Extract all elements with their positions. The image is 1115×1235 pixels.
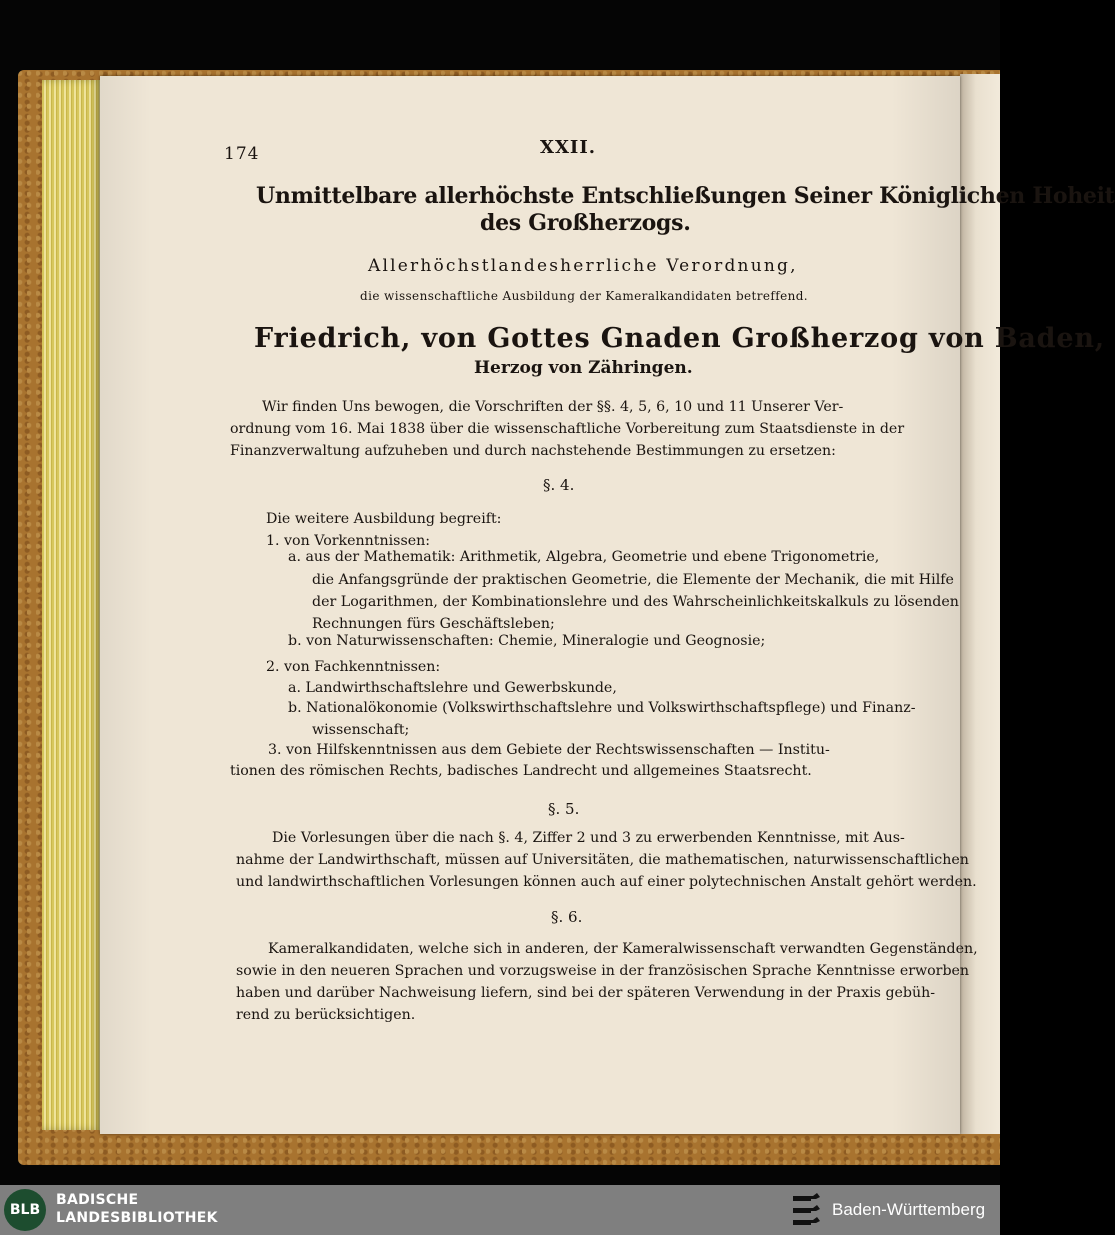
list-item-3: 3. von Hilfskenntnissen aus dem Gebiete der Rechtswissenschaften — Institu- (268, 742, 830, 758)
list-item-1b: b. von Naturwissenschaften: Chemie, Mineralogie und Geognosie; (288, 633, 766, 649)
list-item-1a-cont: Rechnungen fürs Geschäftsleben; (312, 616, 555, 632)
preamble-line: Wir finden Uns bewogen, die Vorschriften der §§. 4, 5, 6, 10 und 11 Unserer Ver- (262, 399, 844, 415)
page-number: 174 (224, 144, 260, 164)
paragraph-5-line: und landwirthschaftlichen Vorlesungen können auch auf einer polytechnischen Anstalt gehört werden. (236, 874, 977, 890)
blb-logo-icon[interactable]: BLB (4, 1189, 46, 1231)
preamble-line: Finanzverwaltung aufzuheben und durch nachstehende Bestimmungen zu ersetzen: (230, 443, 836, 459)
library-name-line-2[interactable]: LANDESBIBLIOTHEK (56, 1210, 218, 1226)
paragraph-5-heading: §. 5. (548, 800, 580, 818)
paragraph-4-heading: §. 4. (543, 476, 575, 494)
paragraph-6-line: sowie in den neueren Sprachen und vorzugsweise in der französischen Sprache Kenntnisse erworben (236, 963, 970, 979)
list-item-1a: a. aus der Mathematik: Arithmetik, Algebra, Geometrie und ebene Trigonometrie, (288, 549, 880, 565)
list-item-1a-cont: der Logarithmen, der Kombinationslehre und des Wahrscheinlichkeitskalkuls zu lösenden (312, 594, 959, 610)
paragraph-6-line: Kameralkandidaten, welche sich in anderen, der Kameralwissenschaft verwandten Gegenständen, (268, 941, 978, 957)
library-name-line-1[interactable]: BADISCHE (56, 1192, 139, 1208)
state-lions-icon (790, 1191, 824, 1229)
list-item-3-cont: tionen des römischen Rechts, badisches Landrecht und allgemeines Staatsrecht. (230, 763, 812, 779)
list-item-1a-cont: die Anfangsgründe der praktischen Geometrie, die Elemente der Mechanik, die mit Hilfe (312, 572, 954, 588)
footer-bar (0, 1185, 1000, 1235)
list-item-2a: a. Landwirthschaftslehre und Gewerbskunde, (288, 680, 617, 696)
list-item-2b: b. Nationalökonomie (Volkswirthschaftslehre und Volkswirthschaftspflege) und Finanz- (288, 700, 916, 716)
paragraph-5-line: Die Vorlesungen über die nach §. 4, Ziffer 2 und 3 zu erwerbenden Kenntnisse, mit Aus- (272, 830, 905, 846)
list-item-2b-cont: wissenschaft; (312, 722, 410, 738)
preamble-line: ordnung vom 16. Mai 1838 über die wissenschaftliche Vorbereitung zum Staatsdienste in der (230, 421, 905, 437)
list-item-1: 1. von Vorkenntnissen: (266, 533, 431, 549)
list-item-2: 2. von Fachkenntnissen: (266, 659, 441, 675)
paragraph-6-heading: §. 6. (551, 908, 583, 926)
document-title-line-1: Unmittelbare allerhöchste Entschließungen Seiner Königlichen Hoheit (256, 183, 1115, 209)
state-name[interactable]: Baden-Württemberg (832, 1200, 986, 1219)
ordinance-subject: die wissenschaftliche Ausbildung der Kameralkandidaten betreffend. (360, 289, 808, 303)
paragraph-6-line: rend zu berücksichtigen. (236, 1007, 416, 1023)
sovereign-subtitle: Herzog von Zähringen. (474, 358, 693, 378)
section-number: XXII. (540, 137, 597, 158)
paragraph-4-intro: Die weitere Ausbildung begreift: (266, 511, 502, 527)
paragraph-5-line: nahme der Landwirthschaft, müssen auf Universitäten, die mathematischen, naturwissenschaftlichen (236, 852, 969, 868)
sovereign-title: Friedrich, von Gottes Gnaden Großherzog von Baden, (254, 323, 1105, 354)
paragraph-6-line: haben und darüber Nachweisung liefern, sind bei der späteren Verwendung in der Praxis gebüh- (236, 985, 936, 1001)
ordinance-heading: Allerhöchstlandesherrliche Verordnung, (368, 256, 798, 276)
page-edges (42, 80, 102, 1130)
document-title-line-2: des Großherzogs. (480, 210, 691, 236)
